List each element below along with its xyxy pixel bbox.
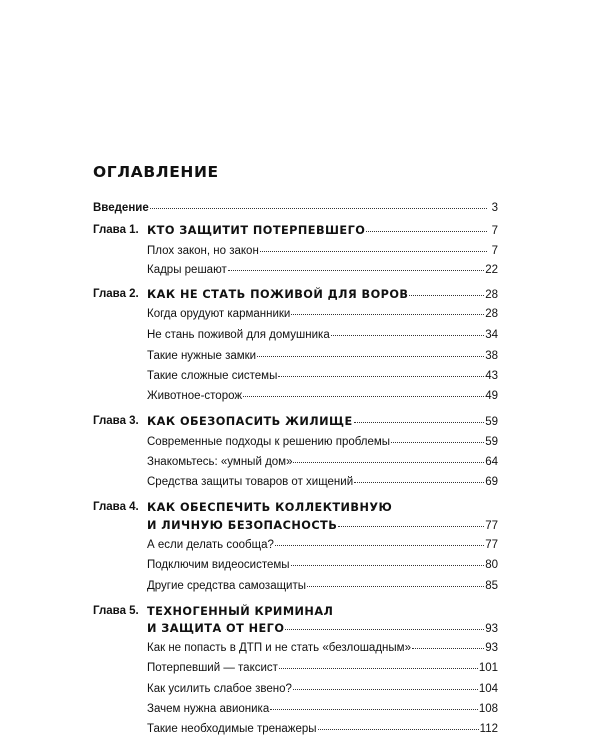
toc-entry[interactable] [147, 559, 498, 576]
leader-dots [338, 525, 484, 527]
chapter-title: КТО ЗАЩИТИТ ПОТЕРПЕВШЕГО [147, 224, 366, 237]
toc-entry[interactable] [147, 456, 498, 473]
toc-page-number: 28 [485, 308, 498, 320]
toc-entry-title: Зачем нужна авионика [147, 703, 270, 715]
leader-dots [366, 230, 487, 232]
leader-dots [275, 544, 484, 546]
toc-chapter-5[interactable] [147, 622, 498, 639]
chapter-title: КАК НЕ СТАТЬ ПОЖИВОЙ ДЛЯ ВОРОВ [147, 288, 409, 301]
leader-dots [318, 728, 479, 730]
toc-entry-title: Средства защиты товаров от хищений [147, 476, 354, 488]
leader-dots [307, 585, 484, 587]
leader-dots [293, 461, 484, 463]
toc-page-number: 28 [485, 289, 498, 301]
toc-page-number: 80 [485, 559, 498, 571]
toc-entry[interactable] [147, 683, 498, 700]
toc-entry[interactable] [147, 350, 498, 367]
toc-page-number: 69 [485, 476, 498, 488]
chapter-label: Глава 2. [93, 288, 139, 300]
chapter-title: ТЕХНОГЕННЫЙ КРИМИНАЛ [147, 605, 334, 618]
toc-page-number: 3 [491, 202, 498, 214]
toc-entry[interactable] [147, 642, 498, 659]
toc-entry-title: Когда орудуют карманники [147, 308, 291, 320]
leader-dots [293, 688, 478, 690]
leader-dots [285, 628, 484, 630]
toc-entry[interactable] [147, 264, 498, 281]
toc-chapter-3[interactable] [147, 415, 498, 432]
toc-entry-title: Плох закон, но закон [147, 245, 259, 257]
toc-entry-title: Потерпевший — таксист [147, 662, 278, 674]
toc-entry-title: Животное-сторож [147, 390, 243, 402]
toc-entry-title: Знакомьтесь: «умный дом» [147, 456, 293, 468]
toc-entry[interactable] [147, 329, 498, 346]
toc-entry-title: Кадры решают [147, 264, 227, 276]
toc-entry-title: Такие нужные замки [147, 350, 257, 362]
toc-chapter-1[interactable] [147, 224, 498, 241]
toc-entry[interactable] [147, 580, 498, 597]
leader-dots [150, 207, 487, 209]
toc-page-number: 22 [485, 264, 498, 276]
toc-page-number: 64 [485, 456, 498, 468]
toc-entry-title: Как усилить слабое звено? [147, 683, 292, 695]
toc-page-number: 7 [491, 245, 498, 257]
toc-entry-title: Другие средства самозащиты [147, 580, 307, 592]
chapter-title-continued: И ЗАЩИТА ОТ НЕГО [147, 622, 285, 635]
toc-page-number: 59 [485, 436, 498, 448]
toc-entry-title: А если делать сообща? [147, 539, 274, 551]
leader-dots [243, 395, 484, 397]
toc-entry-title: Как не попасть в ДТП и не стать «безлошадным» [147, 642, 411, 654]
toc-entry-title: Не стань поживой для домушника [147, 329, 330, 341]
toc-entry-title: Такие необходимые тренажеры [147, 723, 317, 735]
toc-entry[interactable] [147, 308, 498, 325]
leader-dots [279, 667, 478, 669]
toc-page-number: 38 [485, 350, 498, 362]
toc-page-number: 93 [485, 623, 498, 635]
leader-dots [331, 334, 484, 336]
leader-dots [270, 708, 478, 710]
toc-page-number: 108 [478, 703, 498, 715]
toc-page-number: 104 [478, 683, 498, 695]
toc-entry[interactable] [147, 390, 498, 407]
toc-entry-title: Такие сложные системы [147, 370, 278, 382]
chapter-label: Глава 4. [93, 501, 139, 513]
toc-entry[interactable] [147, 662, 498, 679]
leader-dots [228, 269, 484, 271]
toc-entry[interactable] [147, 245, 498, 262]
toc-page-number: 77 [485, 539, 498, 551]
chapter-label: Глава 1. [93, 224, 139, 236]
chapter-title: КАК ОБЕСПЕЧИТЬ КОЛЛЕКТИВНУЮ [147, 501, 393, 514]
toc-page-number: 49 [485, 390, 498, 402]
leader-dots [391, 441, 484, 443]
page-title: ОГЛАВЛЕНИЕ [93, 163, 219, 181]
toc-page-number: 101 [478, 662, 498, 674]
toc-entry[interactable] [147, 723, 498, 740]
leader-dots [260, 250, 487, 252]
toc-entry[interactable] [147, 476, 498, 493]
toc-entry-intro[interactable] [93, 202, 498, 219]
toc-chapter-2[interactable] [147, 288, 498, 305]
leader-dots [412, 647, 484, 649]
toc-entry[interactable] [147, 370, 498, 387]
leader-dots [291, 313, 484, 315]
toc-page-number: 59 [485, 416, 498, 428]
toc-page-number: 34 [485, 329, 498, 341]
chapter-label: Глава 5. [93, 605, 139, 617]
toc-page-number: 77 [485, 520, 498, 532]
toc-page-number: 85 [485, 580, 498, 592]
leader-dots [354, 481, 484, 483]
chapter-title-continued: И ЛИЧНУЮ БЕЗОПАСНОСТЬ [147, 519, 338, 532]
leader-dots [278, 375, 484, 377]
toc-entry-title: Введение [93, 202, 149, 214]
toc-entry[interactable] [147, 436, 498, 453]
toc-page-number: 93 [485, 642, 498, 654]
toc-page-number: 43 [485, 370, 498, 382]
chapter-label: Глава 3. [93, 415, 139, 427]
leader-dots [291, 564, 485, 566]
toc-entry[interactable] [147, 539, 498, 556]
leader-dots [409, 294, 484, 296]
toc-page-number: 7 [491, 225, 498, 237]
toc-page-number: 112 [479, 723, 498, 735]
toc-entry-title: Современные подходы к решению проблемы [147, 436, 391, 448]
leader-dots [354, 421, 485, 423]
toc-entry-title: Подключим видеосистемы [147, 559, 290, 571]
toc-chapter-4[interactable] [147, 519, 498, 536]
leader-dots [257, 355, 484, 357]
chapter-title: КАК ОБЕЗОПАСИТЬ ЖИЛИЩЕ [147, 415, 353, 428]
toc-entry[interactable] [147, 703, 498, 720]
